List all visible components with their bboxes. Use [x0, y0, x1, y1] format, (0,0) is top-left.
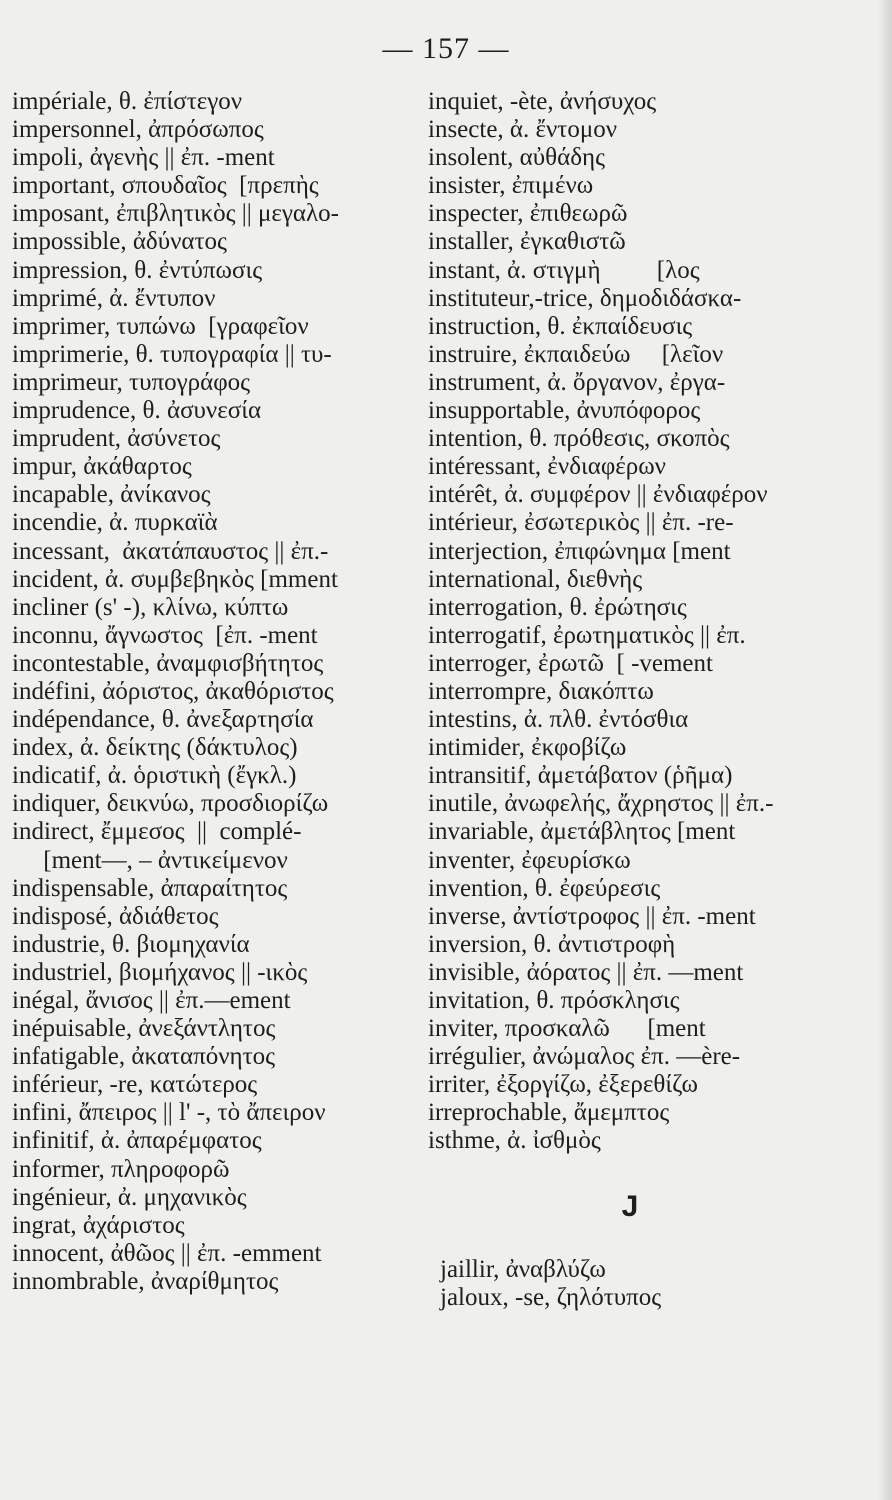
dictionary-entry: infatigable, ἀκαταπόνητος [12, 1043, 276, 1071]
dictionary-entry: intérieur, ἐσωτερικὸς || ἐπ. -re- [428, 509, 734, 537]
right-column-j-section [440, 1256, 820, 1312]
dictionary-entry: impoli, ἀγενὴς || ἐπ. -ment [12, 144, 275, 172]
dictionary-entry: incessant, ἀκατάπαυστος || ἐπ.- [12, 537, 329, 565]
dictionary-entry: intimider, ἐκφοβίζω [428, 734, 627, 762]
dictionary-entry: indisposé, ἀδιάθετος [12, 902, 219, 930]
dictionary-entry: indépendance, θ. ἀνεξαρτησία [12, 706, 314, 734]
dictionary-entry: intérêt, ἀ. συμφέρον || ἐνδιαφέρον [428, 481, 768, 509]
dictionary-entry: inverse, ἀντίστροφος || ἐπ. -ment [428, 902, 756, 930]
dictionary-entry: informer, πληροφορῶ [12, 1155, 230, 1183]
dictionary-entry: inconnu, ἄγνωστος [ἐπ. -ment [12, 621, 318, 649]
page-number: — 157 — [382, 32, 510, 65]
dictionary-entry: jaloux, -se, ζηλότυπος [440, 1284, 662, 1312]
dictionary-entry: invariable, ἀμετάβλητος [ment [428, 818, 736, 846]
dictionary-entry: ingrat, ἀχάριστος [12, 1211, 185, 1239]
dictionary-entry: indirect, ἔμμεσος || complé- [12, 818, 302, 846]
dictionary-entry: incapable, ἀνίκανος [12, 481, 211, 509]
dictionary-entry: inventer, ἐφευρίσκω [428, 846, 631, 874]
dictionary-entry: indicatif, ἀ. ὁριστικὴ (ἔγκλ.) [12, 762, 297, 790]
page-edge-shadow [878, 0, 892, 1500]
dictionary-entry: insecte, ἀ. ἔντομον [428, 116, 618, 144]
dictionary-entry: imprimeur, τυπογράφος [12, 368, 251, 396]
dictionary-entry: invitation, θ. πρόσκλησις [428, 987, 680, 1014]
dictionary-entry: important, σπουδαῖος [πρεπὴς [12, 172, 319, 200]
dictionary-entry: infinitif, ἀ. ἀπαρέμφατος [12, 1127, 262, 1155]
dictionary-entry: irriter, ἐξοργίζω, ἐξερεθίζω [428, 1071, 698, 1099]
dictionary-entry: instruction, θ. ἐκπαίδευσις [428, 312, 693, 340]
dictionary-entry: inquiet, -ète, ἀνήσυχος [428, 88, 657, 115]
dictionary-entry: incident, ἀ. συμβεβηκὸς [mment [12, 565, 338, 593]
dictionary-entry: insister, ἐπιμένω [428, 172, 594, 200]
dictionary-entry: intransitif, ἀμετάβατον (ῥῆμα) [428, 762, 733, 790]
dictionary-entry: intention, θ. πρόθεσις, σκοπὸς [428, 425, 730, 453]
dictionary-entry: indiquer, δεικνύω, προσδιορίζω [12, 790, 329, 818]
dictionary-entry: impersonnel, ἀπρόσωπος [12, 116, 264, 144]
dictionary-entry: inversion, θ. ἀντιστροφὴ [428, 930, 676, 958]
dictionary-entry: inégal, ἄνισος || ἐπ.—ement [12, 987, 291, 1014]
dictionary-entry: instant, ἀ. στιγμὴ [λος [428, 256, 700, 284]
dictionary-entry: imprudence, θ. ἀσυνεσία [12, 397, 262, 425]
dictionary-entry: impur, ἀκάθαρτος [12, 453, 192, 481]
right-column [428, 88, 818, 1156]
dictionary-entry: impossible, ἀδύνατος [12, 228, 227, 256]
dictionary-entry: interjection, ἐπιφώνημα [ment [428, 537, 731, 565]
dictionary-entry: indéfini, ἀόριστος, ἀκαθόριστος [12, 677, 334, 705]
dictionary-entry: industrie, θ. βιομηχανία [12, 930, 250, 958]
dictionary-entry: irreprochable, ἄμεμπτος [428, 1099, 670, 1127]
dictionary-entry: instruire, ἐκπαιδεύω [λεῖον [428, 340, 724, 368]
dictionary-entry: insupportable, ἀνυπόφορος [428, 397, 701, 425]
dictionary-entry: invention, θ. ἐφεύρεσις [428, 874, 661, 902]
dictionary-entry: incendie, ἀ. πυρκαϊὰ [12, 509, 218, 537]
dictionary-entry: impression, θ. ἐντύπωσις [12, 256, 263, 284]
dictionary-entry: interrompre, διακόπτω [428, 677, 654, 705]
dictionary-entry: inutile, ἀνωφελής, ἄχρηστος || ἐπ.- [428, 790, 774, 818]
dictionary-entry: intestins, ἀ. πλθ. ἐντόσθια [428, 706, 689, 734]
dictionary-entry: installer, ἐγκαθιστῶ [428, 228, 626, 256]
dictionary-entry: intéressant, ἐνδιαφέρων [428, 453, 666, 481]
dictionary-entry: instrument, ἀ. ὄργανον, ἐργα- [428, 368, 726, 396]
dictionary-entry: indispensable, ἀπαραίτητος [12, 874, 288, 902]
dictionary-entry: inspecter, ἐπιθεωρῶ [428, 200, 628, 228]
dictionary-entry: interrogatif, ἐρωτηματικὸς || ἐπ. [428, 621, 746, 649]
dictionary-entry: imprimer, τυπώνω [γραφεῖον [12, 312, 309, 340]
dictionary-entry: impériale, θ. ἐπίστεγον [12, 88, 243, 115]
dictionary-entry: invisible, ἀόρατος || ἐπ. —ment [428, 958, 744, 986]
dictionary-entry: jaillir, ἀναβλύζω [440, 1256, 606, 1283]
dictionary-entry: incontestable, ἀναμφισβήτητος [12, 649, 324, 677]
dictionary-entry: imposant, ἐπιβλητικὸς || μεγαλο- [12, 200, 339, 228]
dictionary-entry: imprimerie, θ. τυπογραφία || τυ- [12, 340, 332, 368]
dictionary-entry: interrogation, θ. ἐρώτησις [428, 593, 687, 621]
dictionary-entry: isthme, ἀ. ἰσθμὸς [428, 1127, 601, 1155]
dictionary-entry: inférieur, -re, κατώτερος [12, 1071, 258, 1099]
dictionary-entry: innocent, ἀθῶος || ἐπ. -emment [12, 1239, 322, 1267]
dictionary-entry: index, ἀ. δείκτης (δάκτυλος) [12, 734, 298, 762]
dictionary-entry: inépuisable, ἀνεξάντλητος [12, 1015, 276, 1043]
dictionary-entry: interroger, ἐρωτῶ [ -vement [428, 649, 713, 677]
dictionary-entry: infini, ἄπειρος || l' -, τὸ ἄπειρον [12, 1099, 326, 1127]
dictionary-entry: imprudent, ἀσύνετος [12, 425, 221, 453]
dictionary-entry: [ment—, – ἀντικείμενον [12, 846, 288, 874]
dictionary-entry: ingénieur, ἀ. μηχανικὸς [12, 1183, 247, 1211]
dictionary-entry: inviter, προσκαλῶ [ment [428, 1015, 706, 1043]
dictionary-entry: irrégulier, ἀνώμαλος ἐπ. —ère- [428, 1043, 741, 1071]
dictionary-entry: incliner (s' -), κλίνω, κύπτω [12, 593, 289, 621]
dictionary-entry: imprimé, ἀ. ἔντυπον [12, 284, 216, 312]
section-letter-heading: J [621, 1190, 639, 1223]
dictionary-entry: industriel, βιομήχανος || -ικὸς [12, 958, 308, 986]
left-column [12, 88, 412, 1296]
dictionary-entry: instituteur,-trice, δημοδιδάσκα- [428, 284, 742, 312]
dictionary-entry: insolent, αὐθάδης [428, 144, 605, 172]
dictionary-entry: international, διεθνὴς [428, 565, 643, 593]
dictionary-entry: innombrable, ἀναρίθμητος [12, 1267, 279, 1295]
